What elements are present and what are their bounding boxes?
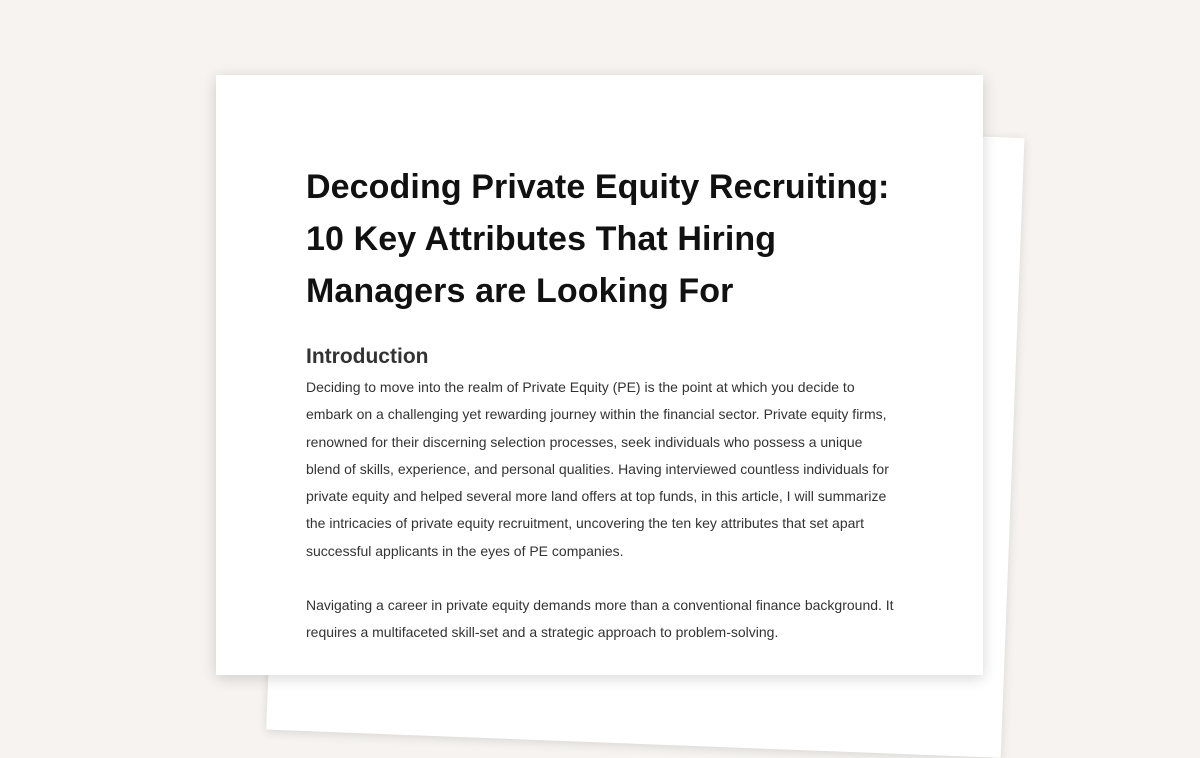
second-paragraph: Navigating a career in private equity demands more than a conventional finance background. It requires a multifaceted skill-set and a strategic approach to problem-solving. [306, 597, 894, 641]
intro-paragraph: Deciding to move into the realm of Private Equity (PE) is the point at which you decide to embark on a challenging yet rewarding journey within the financial sector. Private equity firms, renowned for their discerning selection processes, seek individuals who possess a unique blend of skills, experience, and personal qualities. Having interviewed countless individuals for private equity and helped several more land offers at top funds, in this article, I will summarize the intricacies of private equity recruitment, uncovering the ten key attributes that set apart successful applicants in the eyes of PE companies. [306, 379, 889, 559]
front-page-sheet [216, 75, 983, 675]
document-title: Decoding Private Equity Recruiting: 10 Key Attributes That Hiring Managers are Looking For [306, 168, 890, 310]
document-content [306, 161, 896, 647]
section-heading-introduction: Introduction [306, 345, 429, 368]
